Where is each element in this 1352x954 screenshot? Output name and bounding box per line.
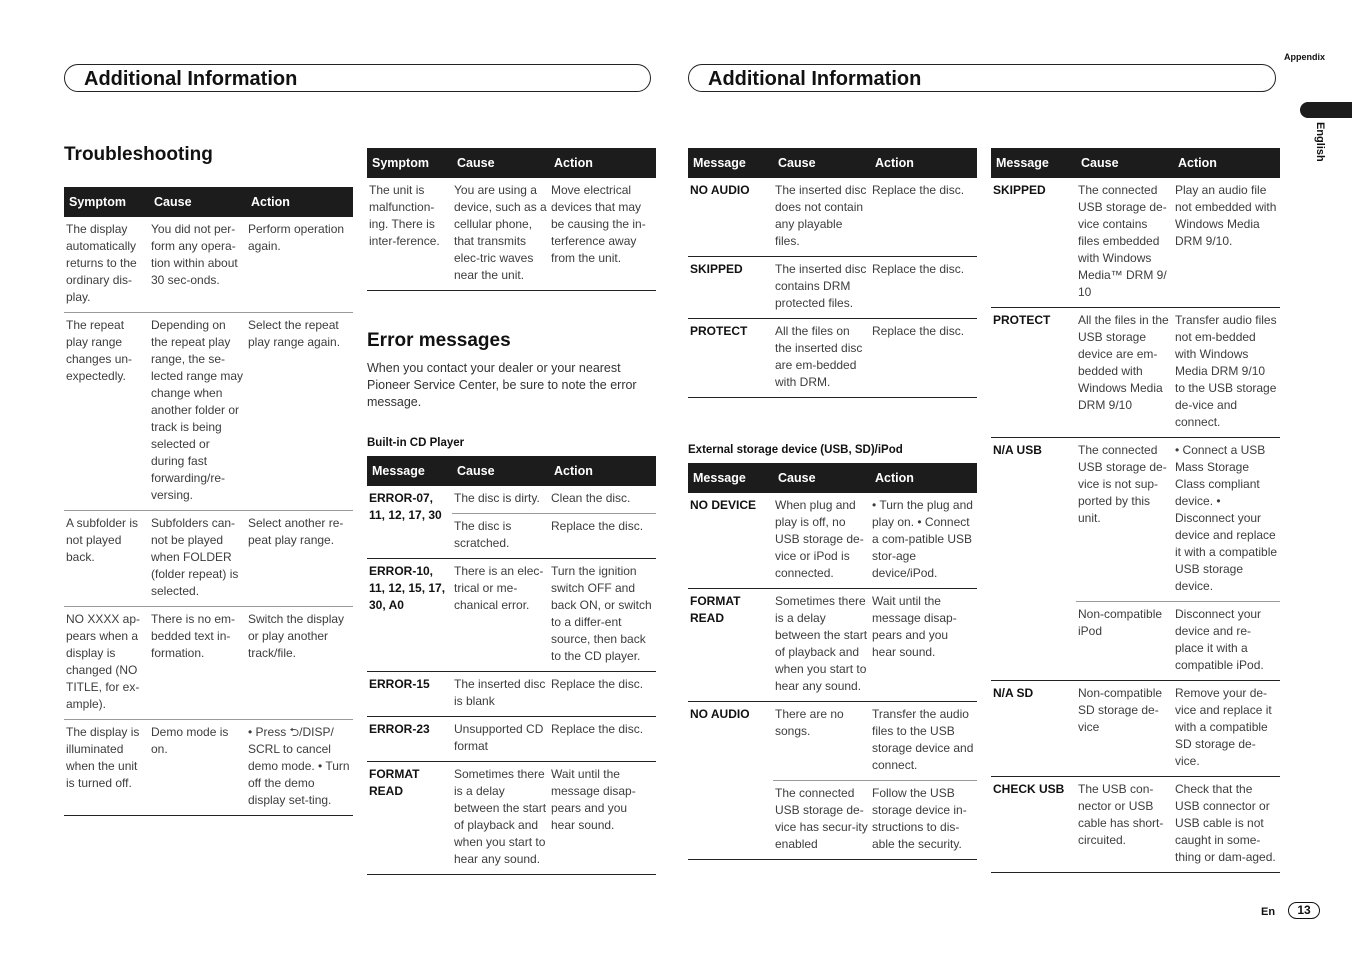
usb-storage-subhead <box>688 444 903 456</box>
action-cell: Disconnect your device and re-place it with a compatible iPod. <box>1173 602 1280 681</box>
action-cell: Select the repeat play range again. <box>246 313 353 511</box>
col-message: Message <box>367 456 452 486</box>
action-cell: Replace the disc. <box>549 717 656 762</box>
section-header-right <box>688 64 1276 92</box>
page-language: En <box>1261 906 1276 918</box>
message-cell: PROTECT <box>688 319 773 398</box>
col-action: Action <box>1173 148 1280 178</box>
page-number: 13 <box>1288 902 1320 919</box>
cd-error-table-cont <box>688 148 977 398</box>
col-cause: Cause <box>452 456 549 486</box>
message-cell: ERROR-10, 11, 12, 15, 17, 30, A0 <box>367 559 452 672</box>
troubleshooting-title: Troubleshooting <box>64 144 213 165</box>
cd-error-table <box>367 456 656 875</box>
action-cell: Replace the disc. <box>870 319 977 398</box>
table-row <box>991 777 1280 873</box>
table-row <box>991 681 1280 777</box>
message-cell: PROTECT <box>991 308 1076 438</box>
cause-cell: There is no em-bedded text in-formation. <box>149 607 246 720</box>
usb-subhead-part: , <box>848 444 855 456</box>
action-cell: Replace the disc. <box>549 672 656 717</box>
table-header-row <box>991 148 1280 178</box>
col-action: Action <box>549 148 656 178</box>
action-cell: Transfer the audio files to the USB storage device and connect. <box>870 702 977 781</box>
side-tab <box>1300 102 1352 118</box>
message-cell: SKIPPED <box>991 178 1076 308</box>
action-cell: Select another re-peat play range. <box>246 511 353 607</box>
cause-cell: Non-compatible iPod <box>1076 602 1173 681</box>
error-messages-title: Error messages <box>367 330 511 351</box>
usb-subhead-usb: USB <box>824 444 849 456</box>
col-symptom: Symptom <box>64 187 149 217</box>
action-cell: Wait until the message disap-pears and you hear sound. <box>870 589 977 702</box>
cause-cell: There are no songs. <box>773 702 870 781</box>
language-label: English <box>1314 122 1326 162</box>
cause-cell: The connected USB storage de-vice contains files embedded with Windows Media™ DRM 9/ 10 <box>1076 178 1173 308</box>
section-header-left-label: Additional Information <box>84 68 298 90</box>
table-row <box>367 672 656 717</box>
table-row <box>367 559 656 672</box>
col-action: Action <box>870 463 977 493</box>
col-cause: Cause <box>773 148 870 178</box>
usb-subhead-sd: SD <box>854 444 871 456</box>
cause-cell: The inserted disc contains DRM protected files. <box>773 257 870 319</box>
table-row <box>367 486 656 514</box>
cause-cell: The disc is scratched. <box>452 514 549 559</box>
message-cell: NO AUDIO <box>688 702 773 860</box>
cause-cell: The inserted disc does not contain any playable files. <box>773 178 870 257</box>
table-row <box>991 308 1280 438</box>
message-cell: ERROR-07, 11, 12, 17, 30 <box>367 486 452 559</box>
usb-subhead-part: External storage device ( <box>688 444 825 456</box>
action-cell: Perform operation again. <box>246 217 353 313</box>
cause-cell: Sometimes there is a delay between the start of playback and when you start to hear any sound. <box>773 589 870 702</box>
table-row <box>367 717 656 762</box>
col-cause: Cause <box>1076 148 1173 178</box>
cause-cell: The disc is dirty. <box>452 486 549 514</box>
action-cell: Transfer audio files not em-bedded with Windows Media DRM 9/10 to the USB storage de-vice and connect. <box>1173 308 1280 438</box>
table-row <box>64 720 353 816</box>
action-cell: Play an audio file not embedded with Windows Media DRM 9/10. <box>1173 178 1280 308</box>
table-header-row <box>688 148 977 178</box>
action-cell: Switch the display or play another track/file. <box>246 607 353 720</box>
message-cell: N/A SD <box>991 681 1076 777</box>
message-cell: SKIPPED <box>688 257 773 319</box>
symptom-cell: The repeat play range changes un-expectedly. <box>64 313 149 511</box>
cause-cell: When plug and play is off, no USB storage de-vice or iPod is connected. <box>773 493 870 589</box>
message-cell: FORMAT READ <box>688 589 773 702</box>
cause-cell: Depending on the repeat play range, the se-lected range may change when another folder or track is being selected or during fast forwarding/re-versing. <box>149 313 246 511</box>
table-row <box>688 178 977 257</box>
table-row <box>688 702 977 781</box>
action-cell: Follow the USB storage device in-structions to dis-able the security. <box>870 781 977 860</box>
action-cell: • Press ⮌/DISP/ SCRL to cancel demo mode. • Turn off the demo display set-ting. <box>246 720 353 816</box>
message-cell: NO AUDIO <box>688 178 773 257</box>
cause-cell: You are using a device, such as a cellular phone, that transmits elec-tric waves near the unit. <box>452 178 549 291</box>
usb-error-table <box>688 463 977 860</box>
symptom-cell: A subfolder is not played back. <box>64 511 149 607</box>
col-message: Message <box>991 148 1076 178</box>
col-cause: Cause <box>452 148 549 178</box>
action-cell: Wait until the message disap-pears and you hear sound. <box>549 762 656 875</box>
table-row <box>367 762 656 875</box>
col-action: Action <box>870 148 977 178</box>
cause-cell: Unsupported CD format <box>452 717 549 762</box>
table-header-row <box>688 463 977 493</box>
table-row <box>991 438 1280 602</box>
action-cell: • Connect a USB Mass Storage Class compliant device. • Disconnect your device and replace it with a compatible USB storage device. <box>1173 438 1280 602</box>
cause-cell: The USB con-nector or USB cable has short-circuited. <box>1076 777 1173 873</box>
section-header-left <box>64 64 651 92</box>
troubleshooting-table-cont <box>367 148 656 291</box>
usb-subhead-part: )/iPod <box>870 444 903 456</box>
cause-cell: There is an elec-trical or me-chanical error. <box>452 559 549 672</box>
section-header-right-label: Additional Information <box>708 68 922 90</box>
cause-cell: The inserted disc is blank <box>452 672 549 717</box>
col-action: Action <box>246 187 353 217</box>
col-cause: Cause <box>773 463 870 493</box>
message-cell: NO DEVICE <box>688 493 773 589</box>
troubleshooting-table <box>64 187 353 816</box>
cause-cell: The connected USB storage de-vice is not sup-ported by this unit. <box>1076 438 1173 602</box>
table-row <box>688 493 977 589</box>
action-cell: Turn the ignition switch OFF and back ON, or switch to a differ-ent source, then back to the CD player. <box>549 559 656 672</box>
table-row <box>64 313 353 511</box>
table-row <box>64 607 353 720</box>
col-symptom: Symptom <box>367 148 452 178</box>
table-header-row <box>367 148 656 178</box>
cause-cell: Non-compatible SD storage de-vice <box>1076 681 1173 777</box>
cause-cell: You did not per-form any opera-tion within about 30 sec-onds. <box>149 217 246 313</box>
table-row <box>64 511 353 607</box>
action-cell: Clean the disc. <box>549 486 656 514</box>
symptom-cell: The unit is malfunction-ing. There is inter-ference. <box>367 178 452 291</box>
table-row <box>64 217 353 313</box>
action-cell: Replace the disc. <box>549 514 656 559</box>
message-cell: CHECK USB <box>991 777 1076 873</box>
action-cell: Replace the disc. <box>870 257 977 319</box>
action-cell: • Turn the plug and play on. • Connect a com-patible USB stor-age device/iPod. <box>870 493 977 589</box>
cd-player-subhead: Built-in CD Player <box>367 437 465 449</box>
table-header-row <box>367 456 656 486</box>
appendix-label: Appendix <box>1284 52 1326 62</box>
cause-cell: Demo mode is on. <box>149 720 246 816</box>
message-cell: ERROR-15 <box>367 672 452 717</box>
action-cell: Replace the disc. <box>870 178 977 257</box>
cause-cell: The connected USB storage de-vice has secur-ity enabled <box>773 781 870 860</box>
table-row <box>688 589 977 702</box>
action-cell: Remove your de-vice and replace it with a compatible SD storage de-vice. <box>1173 681 1280 777</box>
action-cell: Move electrical devices that may be causing the in-terference away from the unit. <box>549 178 656 291</box>
col-message: Message <box>688 148 773 178</box>
message-cell: FORMAT READ <box>367 762 452 875</box>
usb-error-table-cont <box>991 148 1280 873</box>
symptom-cell: NO XXXX ap-pears when a display is changed (NO TITLE, for ex-ample). <box>64 607 149 720</box>
symptom-cell: The display is illuminated when the unit is turned off. <box>64 720 149 816</box>
col-message: Message <box>688 463 773 493</box>
action-cell: Check that the USB connector or USB cable is not caught in some-thing or dam-aged. <box>1173 777 1280 873</box>
col-cause: Cause <box>149 187 246 217</box>
cause-cell: All the files on the inserted disc are em-bedded with DRM. <box>773 319 870 398</box>
cause-cell: Sometimes there is a delay between the start of playback and when you start to hear any sound. <box>452 762 549 875</box>
message-cell: ERROR-23 <box>367 717 452 762</box>
table-row <box>367 178 656 291</box>
table-row <box>688 319 977 398</box>
error-messages-intro: When you contact your dealer or your nearest Pioneer Service Center, be sure to note the error message. <box>367 361 637 409</box>
cause-cell: All the files in the USB storage device are em-bedded with Windows Media DRM 9/10 <box>1076 308 1173 438</box>
message-cell: N/A USB <box>991 438 1076 681</box>
table-row <box>688 257 977 319</box>
table-header-row <box>64 187 353 217</box>
col-action: Action <box>549 456 656 486</box>
table-row <box>991 178 1280 308</box>
cause-cell: Subfolders can-not be played when FOLDER (folder repeat) is selected. <box>149 511 246 607</box>
symptom-cell: The display automatically returns to the ordinary dis-play. <box>64 217 149 313</box>
